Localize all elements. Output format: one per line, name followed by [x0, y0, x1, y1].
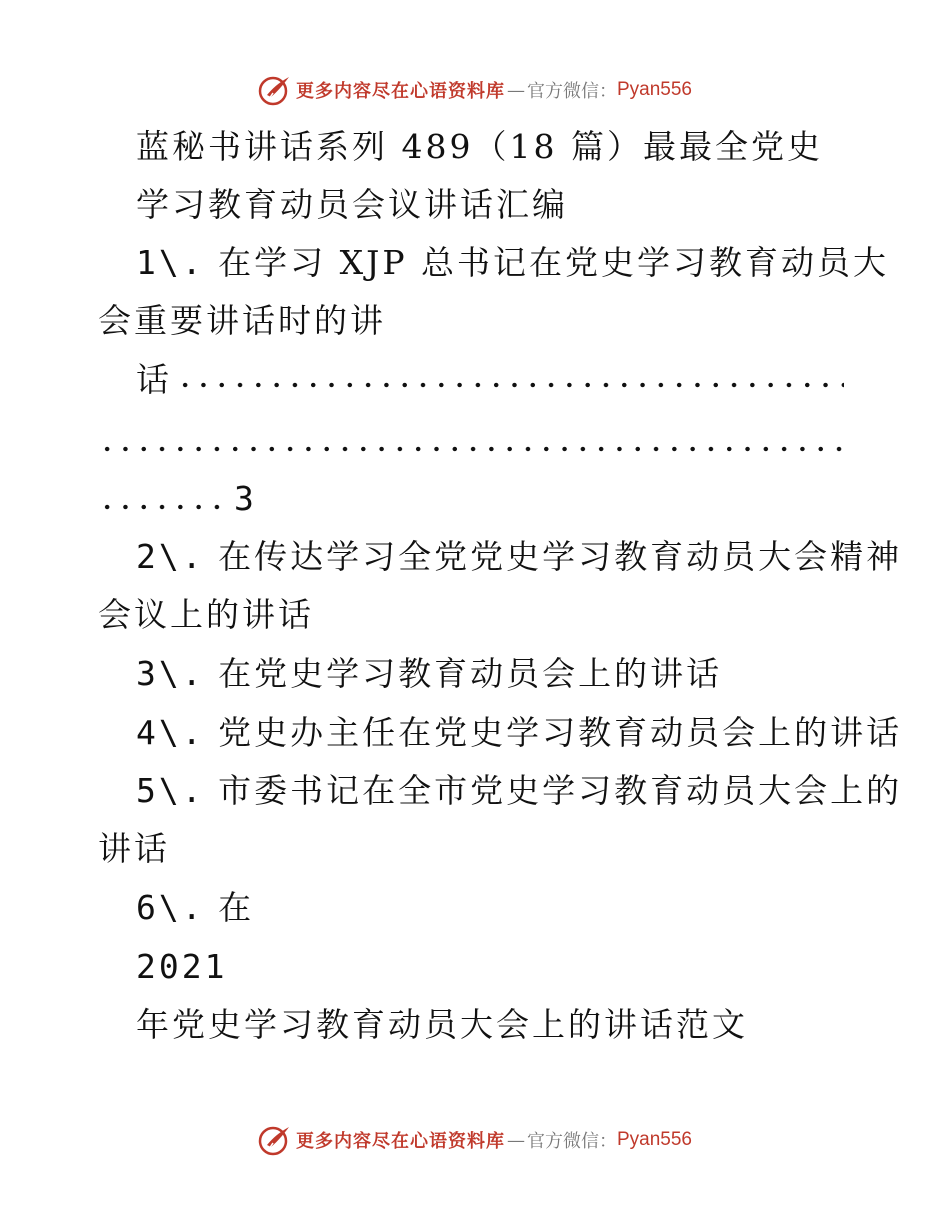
- toc-item-2: [136, 528, 902, 586]
- banner-dash: —: [506, 1129, 525, 1151]
- toc-item-2-cont: 会议上的讲话: [98, 595, 314, 634]
- toc-text: 市委书记在全市党史学习教育动员大会上的: [218, 771, 903, 810]
- toc-text: 党史办主任在党史学习教育动员会上的讲话: [218, 713, 903, 752]
- leader-dots: [98, 504, 232, 510]
- toc-text: 在传达学习全党党史学习教育动员大会精神: [218, 537, 903, 576]
- toc-item-1-cont: 会重要讲话时的讲: [98, 301, 386, 340]
- toc-item-6-cont: 年党史学习教育动员大会上的讲话范文: [136, 1005, 748, 1044]
- banner-official-label: 官方微信：: [526, 81, 617, 102]
- toc-number: 2\.: [136, 537, 205, 576]
- toc-text: 在党史学习教育动员会上的讲话: [218, 654, 723, 693]
- toc-item-5: [136, 762, 902, 820]
- toc-number: 4\.: [136, 713, 205, 752]
- toc-text: 在: [218, 888, 255, 927]
- toc-number: 5\.: [136, 771, 205, 810]
- toc-item-1-tail: 话: [136, 360, 172, 399]
- banner-main-text: 更多内容尽在心语资料库: [295, 1131, 505, 1152]
- banner-dash: —: [506, 79, 525, 101]
- feather-pen-logo-icon: [258, 1123, 292, 1157]
- toc-number: 1\.: [136, 243, 205, 282]
- feather-pen-logo-icon: [258, 73, 292, 107]
- toc-page-number: 3: [234, 479, 257, 518]
- leader-dots: [176, 382, 844, 388]
- title-line-2: 学习教育动员会议讲话汇编: [136, 185, 568, 224]
- toc-number: 6\.: [136, 888, 205, 927]
- footer-banner: [0, 1122, 950, 1158]
- banner-main-text: 更多内容尽在心语资料库: [295, 81, 505, 102]
- banner-wechat-id: Pyan556: [616, 79, 692, 100]
- leader-dots: [98, 446, 848, 452]
- toc-item-3: [136, 645, 722, 703]
- banner-wechat-id: Pyan556: [616, 1129, 692, 1150]
- toc-item-6-year: 2021: [136, 947, 228, 986]
- banner-official-label: 官方微信：: [526, 1131, 617, 1152]
- toc-item-6: [136, 879, 254, 937]
- header-banner: [0, 72, 950, 108]
- title-line-1: 蓝秘书讲话系列 489（18 篇）最最全党史: [136, 127, 823, 166]
- toc-text: 在学习 XJP 总书记在党史学习教育动员大: [218, 243, 890, 282]
- toc-item-1: [136, 234, 889, 292]
- toc-item-5-cont: 讲话: [98, 829, 170, 868]
- toc-item-4: [136, 704, 902, 762]
- toc-number: 3\.: [136, 654, 205, 693]
